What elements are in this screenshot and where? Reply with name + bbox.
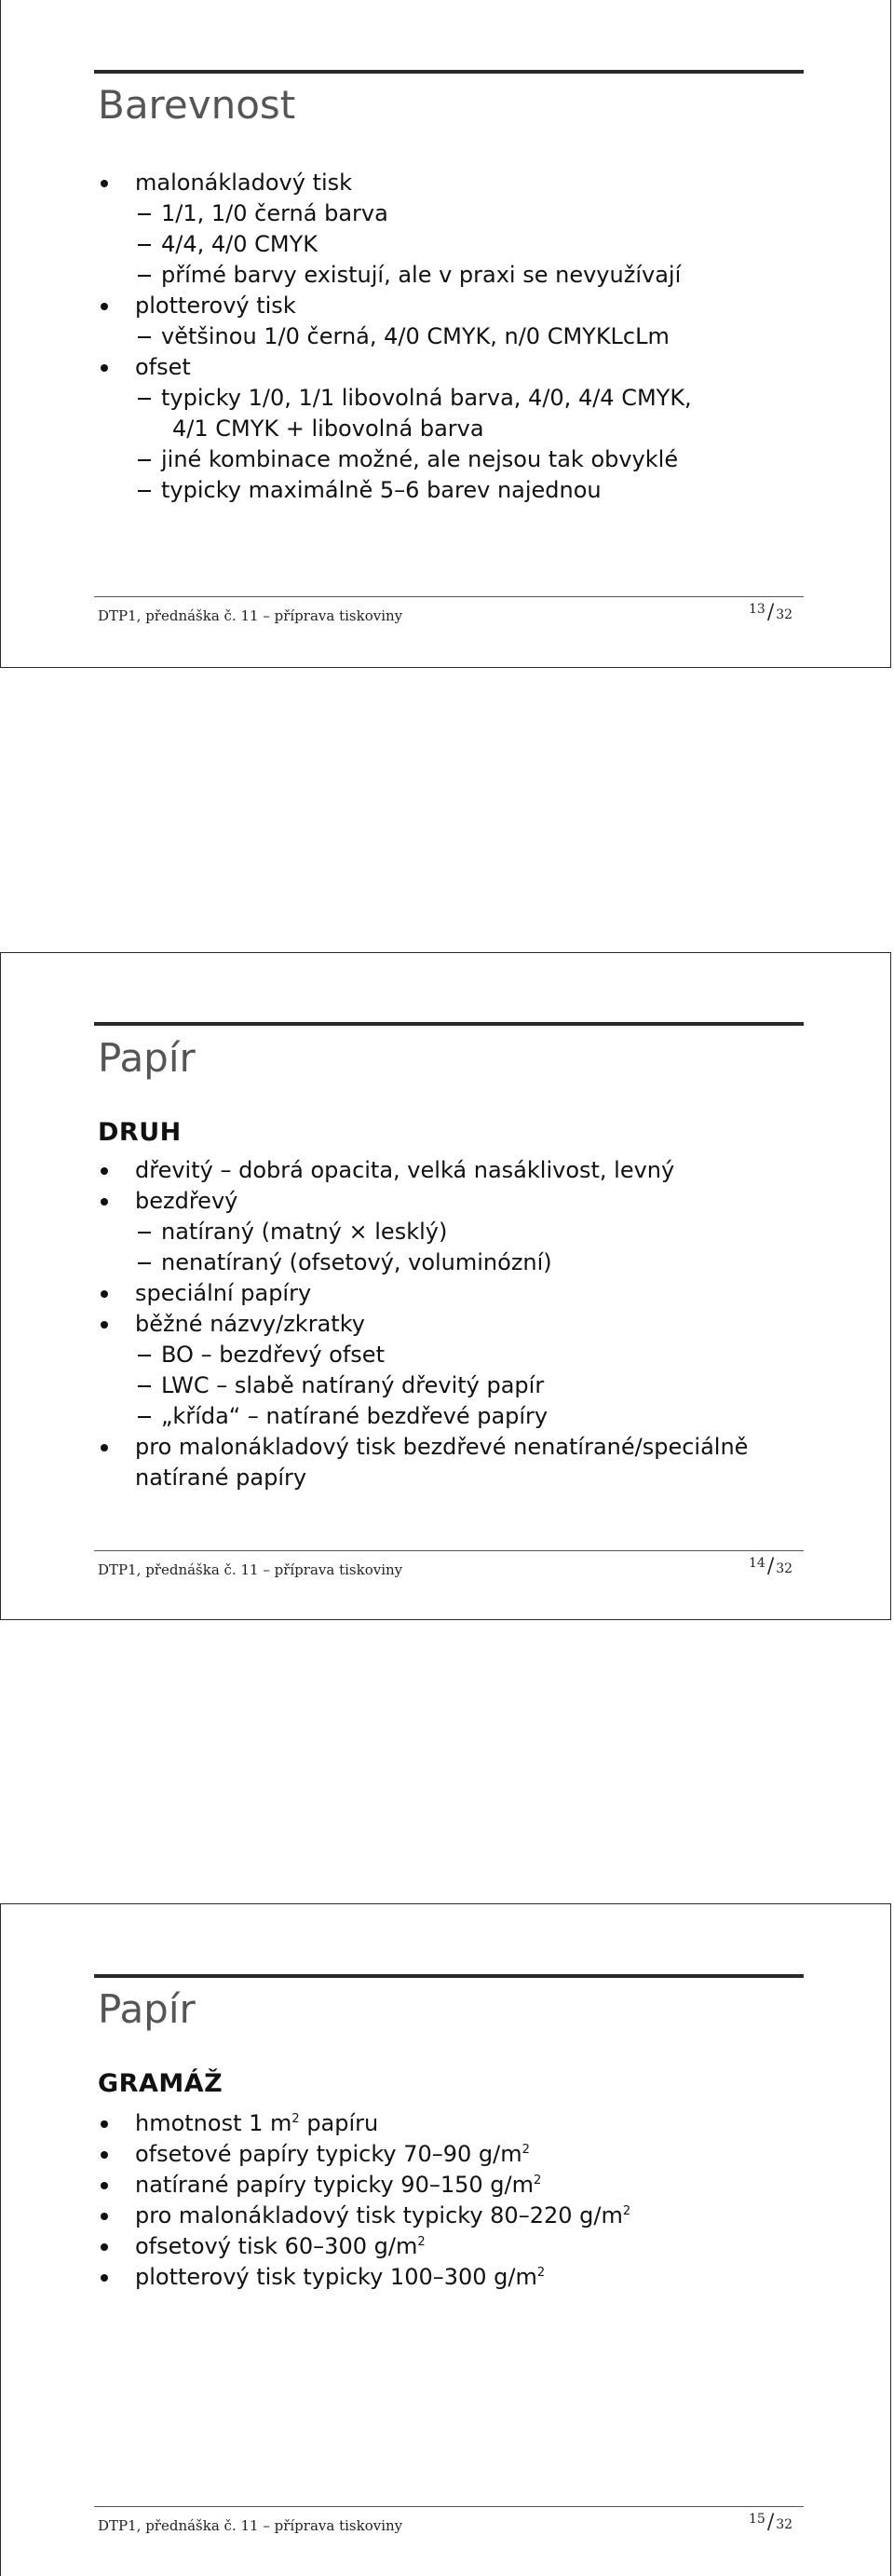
list-item: přímé barvy existují, ale v praxi se nevyužívají (98, 260, 692, 291)
slide-footer: DTP1, přednáška č. 11 – příprava tiskoviny (98, 2517, 403, 2534)
page-number: 14/ 32 (749, 1555, 793, 1578)
list-item: hmotnost 1 $m^2$ papíru (98, 2108, 630, 2139)
list-item: 4/4, 4/0 CMYK (98, 229, 692, 260)
list-item: BO – bezdřevý ofset (98, 1340, 748, 1370)
list-item: pro malonákladový tisk typicky 80–220 $g/m^2$ (98, 2201, 630, 2231)
list-item: malonákladový tisk (98, 168, 692, 198)
slide-footer: DTP1, přednáška č. 11 – příprava tiskoviny (98, 1561, 403, 1578)
slide-footer: DTP1, přednáška č. 11 – příprava tiskoviny (98, 607, 403, 624)
list-item: ofsetové papíry typicky 70–90 $g/m^2$ (98, 2139, 630, 2170)
list-item: bezdřevý (98, 1186, 748, 1217)
slide-title: Barevnost (98, 82, 296, 128)
list-item: „křída“ – natírané bezdřevé papíry (98, 1401, 748, 1432)
superscript: 2 (417, 2235, 426, 2249)
total-pages: 32 (776, 607, 793, 622)
list-item: ofsetový tisk 60–300 $g/m^2$ (98, 2231, 630, 2262)
slide-13 (0, 0, 891, 668)
footer-rule (94, 2506, 804, 2507)
footer-rule (94, 596, 804, 597)
list-item: speciální papíry (98, 1278, 748, 1309)
slide-title: Papír (98, 1035, 196, 1081)
bullet-list (98, 168, 692, 506)
list-item: plotterový tisk typicky 100–300 $g/m^2$ (98, 2262, 630, 2293)
list-item: nenatíraný (ofsetový, voluminózní) (98, 1247, 748, 1278)
title-rule (94, 1974, 804, 1978)
list-item: LWC – slabě natíraný dřevitý papír (98, 1370, 748, 1401)
slide-15 (0, 1903, 891, 2576)
list-item: dřevitý – dobrá opacita, velká nasáklivost, levný (98, 1155, 748, 1186)
list-item-continuation: natírané papíry (135, 1465, 307, 1491)
section-heading: DRUH (98, 1118, 182, 1147)
list-item: většinou 1/0 černá, 4/0 CMYK, n/0 CMYKLcLm (98, 321, 692, 352)
title-rule (94, 70, 804, 74)
slide-14 (0, 952, 891, 1620)
list-item: natírané papíry typicky 90–150 $g/m^2$ (98, 2170, 630, 2201)
superscript: 2 (622, 2204, 631, 2218)
superscript: 2 (536, 2266, 546, 2280)
superscript: 2 (291, 2112, 300, 2126)
total-pages: 32 (776, 1561, 793, 1576)
list-item: typicky maximálně 5–6 barev najednou (98, 475, 692, 506)
list-item-continuation: 4/1 CMYK + libovolná barva (172, 416, 484, 442)
list-item: pro malonákladový tisk bezdřevé nenatírané/speciálně (98, 1432, 748, 1463)
bullet-list (98, 1155, 748, 1493)
list-item: typicky 1/0, 1/1 libovolná barva, 4/0, 4/4 CMYK, (98, 383, 692, 414)
list-item: ofset (98, 352, 692, 383)
current-page: 15 (749, 2512, 765, 2527)
footer-rule (94, 1550, 804, 1551)
list-item: natíraný (matný × lesklý) (98, 1217, 748, 1247)
list-item: 1/1, 1/0 černá barva (98, 198, 692, 229)
title-rule (94, 1022, 804, 1026)
bullet-list (98, 2108, 630, 2293)
total-pages: 32 (776, 2517, 793, 2532)
list-item: běžné názvy/zkratky (98, 1309, 748, 1340)
list-item: jiné kombinace možné, ale nejsou tak obvyklé (98, 444, 692, 475)
slide-title: Papír (98, 1986, 196, 2032)
list-item: plotterový tisk (98, 291, 692, 321)
page-number: 13/ 32 (749, 601, 793, 624)
section-heading: GRAMÁŽ (98, 2069, 224, 2098)
page-number: 15/ 32 (749, 2511, 793, 2534)
superscript: 2 (533, 2174, 542, 2188)
current-page: 14 (749, 1556, 765, 1571)
current-page: 13 (749, 602, 765, 617)
superscript: 2 (522, 2143, 530, 2157)
